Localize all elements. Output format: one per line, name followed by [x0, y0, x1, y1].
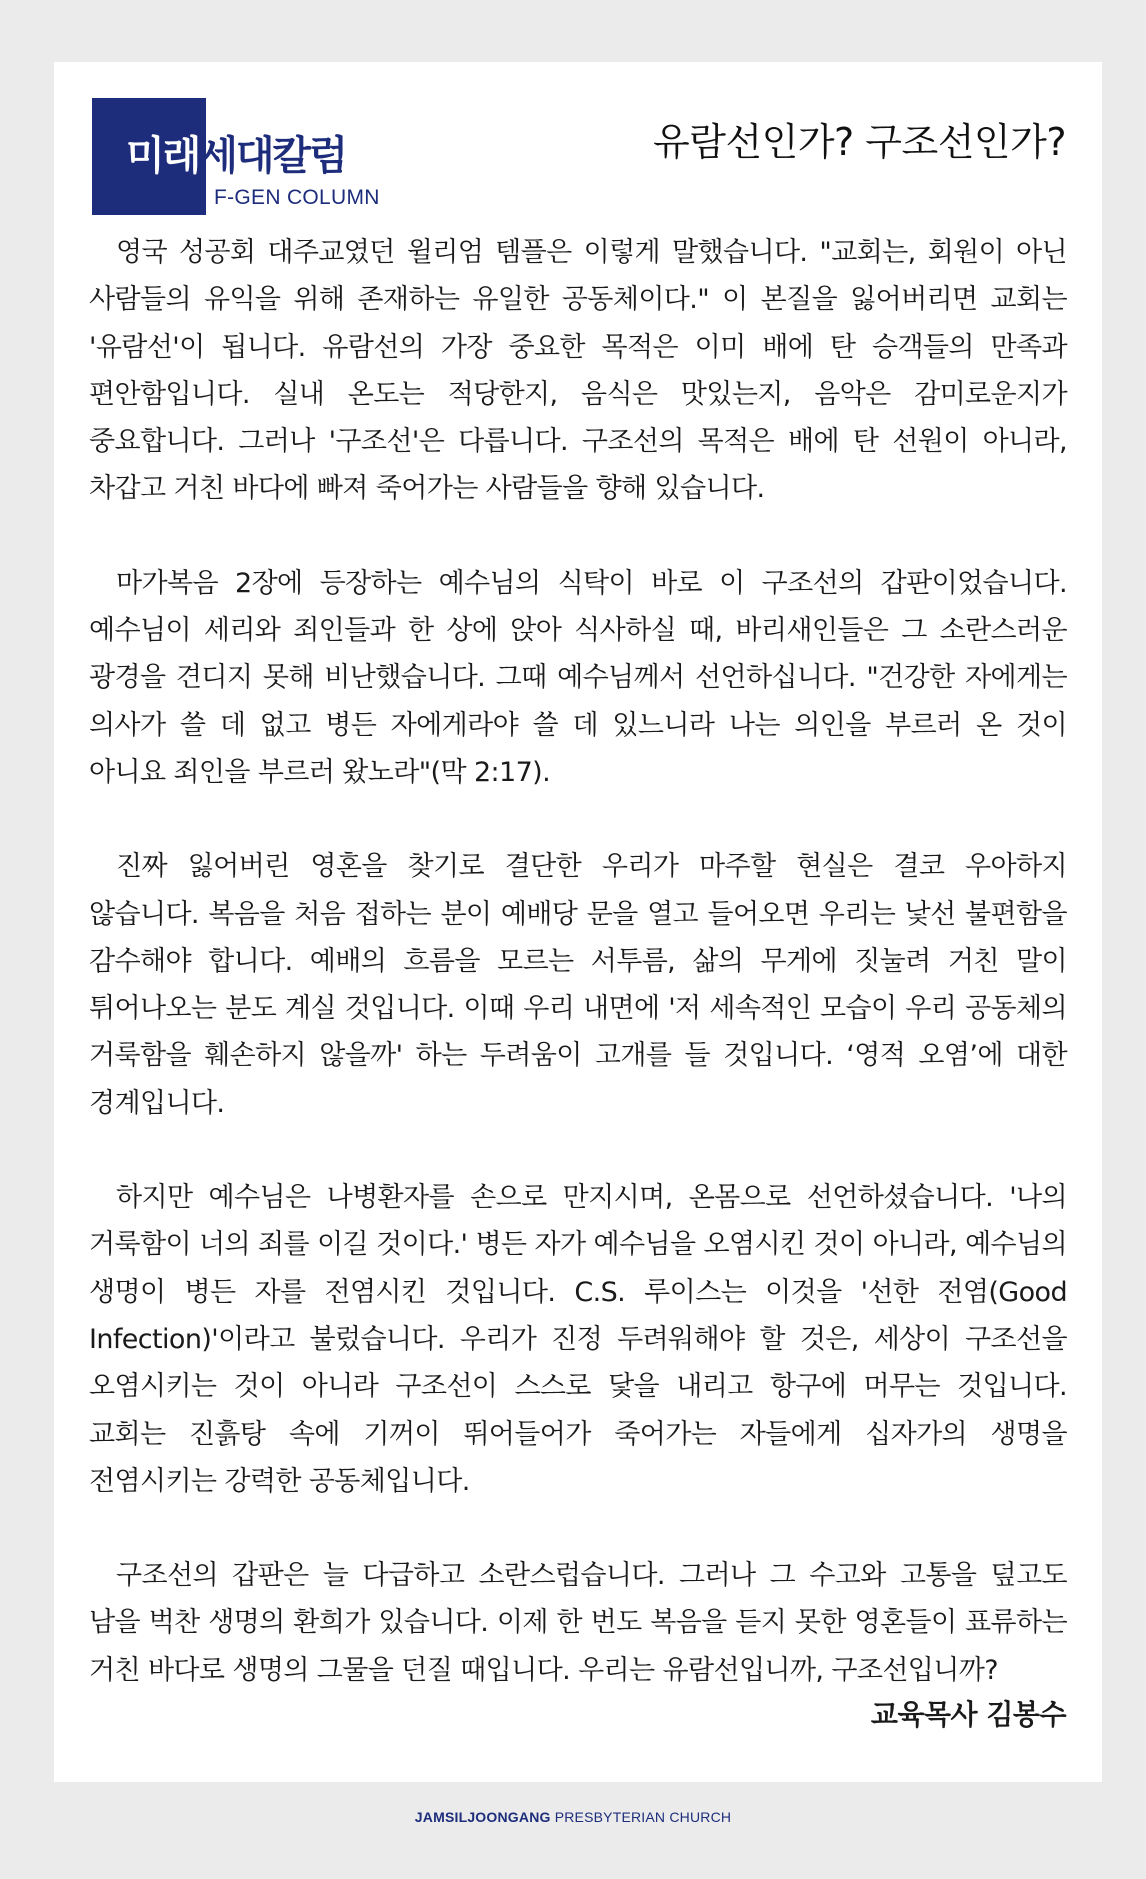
paragraph-2: 마가복음 2장에 등장하는 예수님의 식탁이 바로 이 구조선의 갑판이었습니다. 예수님이 세리와 죄인들과 한 상에 앉아 식사하실 때, 바리새인들은 그 소란스러운 광경을 견디지 못해 비난했습니다. 그때 예수님께서 선언하십니다. "건강한 자에게는 의사가 쓸 데 없고 병든 자에게라야 쓸 데 있느니라 나는 의인을 부르러 온 것이 아니요 죄인을 부르러 왔노라"(막 2:17).	[89, 567, 1067, 788]
column-body	[89, 229, 1067, 1741]
author-signature: 교육목사 김봉수	[870, 1698, 1066, 1731]
logo-korean-text	[126, 134, 346, 178]
paragraph-1: 영국 성공회 대주교였던 윌리엄 템플은 이렇게 말했습니다. "교회는, 회원이 아닌 사람들의 유익을 위해 존재하는 유일한 공동체이다." 이 본질을 잃어버리면 교회는 '유람선'이 됩니다. 유람선의 가장 중요한 목적은 이미 배에 탄 승객들의 만족과 편안함입니다. 실내 온도는 적당한지, 음식은 맛있는지, 음악은 감미로운지가 중요합니다. 그러나 '구조선'은 다릅니다. 구조선의 목적은 배에 탄 선원이 아니라, 차갑고 거친 바다에 빠져 죽어가는 사람들을 향해 있습니다.	[89, 237, 1067, 505]
logo-korean-text-part2: 세대칼럼	[199, 133, 346, 179]
logo-korean-text-part1: 미래	[126, 133, 200, 179]
f-gen-column-logo	[92, 98, 395, 215]
footer-church-name: JAMSILJOONGANG	[414, 1809, 551, 1825]
paragraph-3: 진짜 잃어버린 영혼을 찾기로 결단한 우리가 마주할 현실은 결코 우아하지 않습니다. 복음을 처음 접하는 분이 예배당 문을 열고 들어오면 우리는 낯선 불편함을 감수해야 합니다. 예배의 흐름을 모르는 서투름, 삶의 무게에 짓눌려 거친 말이 튀어나오는 분도 계실 것입니다. 이때 우리 내면에 '저 세속적인 모습이 우리 공동체의 거룩함을 훼손하지 않을까' 하는 두려움이 고개를 들 것입니다. ‘영적 오염’에 대한 경계입니다.	[89, 851, 1067, 1119]
logo-english-text: F-GEN COLUMN	[214, 186, 380, 209]
church-footer	[0, 1808, 1146, 1826]
paragraph-5: 구조선의 갑판은 늘 다급하고 소란스럽습니다. 그러나 그 수고와 고통을 덮고도 남을 벅찬 생명의 환희가 있습니다. 이제 한 번도 복음을 듣지 못한 영혼들이 표류하는 거친 바다로 생명의 그물을 던질 때입니다. 우리는 유람선입니까, 구조선입니까?	[89, 1560, 1067, 1686]
footer-church-suffix: PRESBYTERIAN CHURCH	[550, 1809, 732, 1825]
column-title: 유람선인가? 구조선인가?	[653, 120, 1066, 164]
paragraph-4: 하지만 예수님은 나병환자를 손으로 만지시며, 온몸으로 선언하셨습니다. '나의 거룩함이 너의 죄를 이길 것이다.' 병든 자가 예수님을 오염시킨 것이 아니라, 예수님의 생명이 병든 자를 전염시킨 것입니다. C.S. 루이스는 이것을 '선한 전염(Good Infection)'이라고 불렀습니다. 우리가 진정 두려워해야 할 것은, 세상이 구조선을 오염시키는 것이 아니라 구조선이 스스로 닻을 내리고 항구에 머무는 것입니다. 교회는 진흙탕 속에 기꺼이 뛰어들어가 죽어가는 자들에게 십자가의 생명을 전염시키는 강력한 공동체입니다.	[89, 1182, 1067, 1497]
column-card	[54, 62, 1102, 1782]
